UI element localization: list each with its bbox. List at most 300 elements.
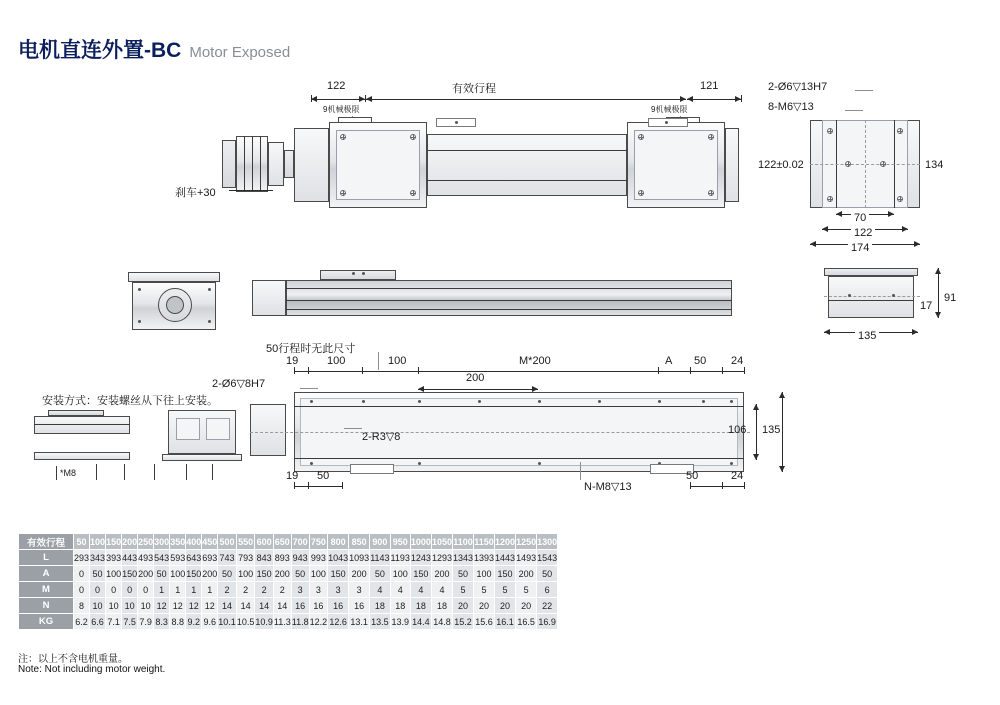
limit-label-right: 9机械极限 <box>651 105 688 114</box>
cell-kg-18: 13.9 <box>390 614 410 630</box>
cell-n-15: 16 <box>328 598 349 614</box>
table-row-A <box>19 566 558 582</box>
front-carriage-top <box>320 270 396 280</box>
rail-cover-line-1 <box>427 150 627 151</box>
cell-stroke-11: 600 <box>255 534 274 550</box>
cell-stroke-9: 500 <box>218 534 237 550</box>
tick-b3 <box>342 482 343 489</box>
cell-m-22: 5 <box>474 582 495 598</box>
row-label-l: L <box>19 550 74 566</box>
cell-n-18: 18 <box>390 598 410 614</box>
cell-l-8: 693 <box>202 550 218 566</box>
cell-m-24: 5 <box>516 582 537 598</box>
dim-line-24b <box>722 486 744 487</box>
cell-l-6: 593 <box>170 550 186 566</box>
row-label-kg: KG <box>19 614 74 630</box>
dim-label-24-top: 24 <box>731 355 744 367</box>
cell-n-24: 20 <box>516 598 537 614</box>
cell-kg-16: 13.1 <box>349 614 370 630</box>
hole-dot <box>730 462 733 465</box>
cell-m-25: 6 <box>537 582 558 598</box>
rail-cover-line-2 <box>427 180 627 181</box>
screw-icon <box>897 128 903 134</box>
screw-icon <box>880 161 886 167</box>
cell-l-9: 743 <box>218 550 237 566</box>
cell-a-21: 50 <box>452 566 473 582</box>
front-rail-body <box>286 280 732 316</box>
hole-note-1: 2-Ø6▽13H7 <box>768 81 828 93</box>
cell-a-18: 100 <box>390 566 410 582</box>
hole-dot <box>538 462 541 465</box>
cell-n-1: 10 <box>90 598 106 614</box>
cell-l-4: 493 <box>138 550 154 566</box>
cell-a-10: 100 <box>236 566 255 582</box>
cell-stroke-17: 900 <box>370 534 390 550</box>
dim-label-91: 91 <box>944 292 957 304</box>
arrow-right-122b <box>902 226 908 232</box>
cell-a-8: 200 <box>202 566 218 582</box>
tick-121-right <box>741 95 742 102</box>
cell-n-21: 20 <box>452 598 473 614</box>
bolt-line-4 <box>154 464 155 480</box>
motor-line-1 <box>244 136 245 192</box>
bottom-line-1 <box>294 406 744 407</box>
tick-a3 <box>362 367 363 374</box>
cell-stroke-22: 1150 <box>474 534 495 550</box>
dim-label-134: 134 <box>925 159 944 171</box>
hole-dot <box>208 288 211 291</box>
front-rail-line-2 <box>286 300 732 301</box>
cell-kg-1: 6.6 <box>90 614 106 630</box>
cell-l-7: 643 <box>186 550 202 566</box>
cell-m-4: 0 <box>138 582 154 598</box>
cell-kg-24: 16.5 <box>516 614 537 630</box>
cell-n-9: 14 <box>218 598 237 614</box>
cell-a-22: 100 <box>474 566 495 582</box>
brake-leader <box>229 190 273 191</box>
tick-a1 <box>294 367 295 374</box>
cell-kg-2: 7.1 <box>106 614 122 630</box>
cell-kg-19: 14.4 <box>410 614 431 630</box>
cell-m-6: 1 <box>170 582 186 598</box>
hole-note-6-8h7: 2-Ø6▽8H7 <box>212 378 266 390</box>
cell-l-12: 893 <box>273 550 291 566</box>
cell-a-16: 200 <box>349 566 370 582</box>
cell-m-21: 5 <box>452 582 473 598</box>
arrow-left-121 <box>687 96 693 102</box>
leader-n-m8 <box>580 462 581 480</box>
bolt-line-6 <box>212 464 213 480</box>
dim-label-121-top: 121 <box>700 80 719 92</box>
bottom-slot-left <box>350 464 394 474</box>
cell-stroke-12: 650 <box>273 534 291 550</box>
cell-n-13: 16 <box>291 598 309 614</box>
front-motor-top <box>128 272 220 282</box>
hole-dot <box>455 121 458 124</box>
page-title-cn: 电机直连外置-BC <box>18 39 182 62</box>
arrow-right-70 <box>888 211 894 217</box>
bolt-line-3 <box>124 464 125 480</box>
tick-b1 <box>294 482 295 489</box>
cell-stroke-2: 150 <box>106 534 122 550</box>
hole-dot <box>478 400 481 403</box>
bolt-line-2 <box>96 464 97 480</box>
bolt-line-5 <box>186 464 187 480</box>
tick-a7 <box>722 367 723 374</box>
motor-shaft-inner <box>166 296 184 314</box>
side-line <box>828 300 914 301</box>
leader-hole-2 <box>845 110 863 111</box>
cell-n-7: 12 <box>186 598 202 614</box>
cell-l-20: 1293 <box>431 550 452 566</box>
cell-stroke-15: 800 <box>328 534 349 550</box>
arrow-down-135 <box>779 466 785 472</box>
cell-m-20: 4 <box>431 582 452 598</box>
cell-stroke-24: 1250 <box>516 534 537 550</box>
cell-l-21: 1343 <box>452 550 473 566</box>
hole-dot <box>892 294 895 297</box>
hole-dot <box>702 400 705 403</box>
dim-label-50-bottom: 50 <box>317 470 330 482</box>
cell-stroke-25: 1300 <box>537 534 558 550</box>
cell-l-1: 343 <box>90 550 106 566</box>
page-title-en: Motor Exposed <box>189 44 291 61</box>
dim-label-a: A <box>665 355 673 367</box>
cell-l-11: 843 <box>255 550 274 566</box>
front-rail-line-1 <box>286 288 732 289</box>
dim-label-70: 70 <box>851 212 869 224</box>
cell-stroke-18: 950 <box>390 534 410 550</box>
cell-m-0: 0 <box>74 582 90 598</box>
cell-kg-20: 14.8 <box>431 614 452 630</box>
cell-m-3: 0 <box>122 582 138 598</box>
cell-l-18: 1193 <box>390 550 410 566</box>
cell-l-10: 793 <box>236 550 255 566</box>
install-hole-left <box>176 418 200 440</box>
cell-stroke-23: 1200 <box>495 534 516 550</box>
screw-icon <box>340 190 346 196</box>
cell-stroke-7: 400 <box>186 534 202 550</box>
arrow-right-135s <box>912 329 918 335</box>
install-front-base <box>162 454 242 461</box>
cell-m-7: 1 <box>186 582 202 598</box>
cell-kg-7: 9.2 <box>186 614 202 630</box>
cell-stroke-1: 100 <box>90 534 106 550</box>
tick-a8 <box>744 367 745 374</box>
cell-m-2: 0 <box>106 582 122 598</box>
cell-a-1: 50 <box>90 566 106 582</box>
cell-a-0: 0 <box>74 566 90 582</box>
cell-m-14: 3 <box>309 582 328 598</box>
cell-kg-10: 10.5 <box>236 614 255 630</box>
hole-dot <box>310 400 313 403</box>
cell-n-10: 14 <box>236 598 255 614</box>
cell-l-24: 1493 <box>516 550 537 566</box>
tick-b4 <box>690 482 691 489</box>
tick-122-left <box>311 95 312 102</box>
table-row-stroke <box>19 534 558 550</box>
cell-kg-8: 9.6 <box>202 614 218 630</box>
cell-n-5: 12 <box>154 598 170 614</box>
cell-kg-22: 15.6 <box>474 614 495 630</box>
cell-stroke-10: 550 <box>236 534 255 550</box>
side-centerline <box>824 296 920 297</box>
dim-label-17: 17 <box>920 300 933 312</box>
dim-line-122 <box>311 99 365 100</box>
limit-label-left: 9机械极限 <box>323 105 360 114</box>
cell-a-6: 100 <box>170 566 186 582</box>
arrow-left-stroke <box>366 96 372 102</box>
tick-a4 <box>418 367 419 374</box>
screw-icon <box>638 134 644 140</box>
coupling-housing <box>284 150 294 178</box>
carriage-left-plate <box>336 130 420 200</box>
dim-line-m200 <box>418 371 658 372</box>
cell-l-19: 1243 <box>410 550 431 566</box>
cell-a-17: 50 <box>370 566 390 582</box>
cell-stroke-16: 850 <box>349 534 370 550</box>
cell-a-20: 200 <box>431 566 452 582</box>
dim-label-m200: M*200 <box>519 355 551 367</box>
dim-label-100-b: 100 <box>388 355 407 367</box>
cell-kg-21: 15.2 <box>452 614 473 630</box>
motor-cap <box>222 140 236 188</box>
screw-icon <box>410 134 416 140</box>
screw-icon <box>708 134 714 140</box>
cell-m-8: 1 <box>202 582 218 598</box>
cell-kg-4: 7.9 <box>138 614 154 630</box>
arrow-right-stroke <box>680 96 686 102</box>
dim-label-50-top: 50 <box>694 355 707 367</box>
end-centerline-h <box>810 164 920 165</box>
cell-kg-12: 11.3 <box>273 614 291 630</box>
screw-icon <box>827 196 833 202</box>
cell-n-22: 20 <box>474 598 495 614</box>
dim-label-174: 174 <box>848 242 872 254</box>
motor-line-2 <box>252 136 253 192</box>
arrow-left-135s <box>824 329 830 335</box>
cell-n-20: 18 <box>431 598 452 614</box>
cell-m-18: 4 <box>390 582 410 598</box>
row-label-n: N <box>19 598 74 614</box>
hole-dot <box>848 294 851 297</box>
cell-m-9: 2 <box>218 582 237 598</box>
hole-dot <box>352 272 355 275</box>
hole-dot <box>208 320 211 323</box>
bottom-line-2 <box>294 458 744 459</box>
note-50-stroke: 50行程时无此尺寸 <box>266 343 356 355</box>
dim-line-200 <box>418 389 538 390</box>
cell-n-3: 10 <box>122 598 138 614</box>
hole-dot <box>138 288 141 291</box>
leader-hole-6 <box>300 388 318 389</box>
cell-n-23: 20 <box>495 598 516 614</box>
arrow-up-106 <box>753 404 759 410</box>
dim-label-122-tol: 122±0.02 <box>758 159 804 171</box>
row-label-a: A <box>19 566 74 582</box>
cell-n-25: 22 <box>537 598 558 614</box>
cell-kg-3: 7.5 <box>122 614 138 630</box>
tick-b5 <box>722 482 723 489</box>
cell-kg-6: 8.8 <box>170 614 186 630</box>
bolt-line-1 <box>56 466 57 480</box>
cell-l-25: 1543 <box>537 550 558 566</box>
note-cn: 注：以上不含电机重量。 <box>18 654 128 665</box>
head-block <box>294 128 329 202</box>
screw-icon <box>897 196 903 202</box>
table-row-N <box>19 598 558 614</box>
tick-a5 <box>658 367 659 374</box>
arrow-left-174 <box>810 241 816 247</box>
dim-label-effective-stroke: 有效行程 <box>452 83 496 95</box>
hole-dot <box>730 400 733 403</box>
cell-n-4: 10 <box>138 598 154 614</box>
cell-n-19: 18 <box>410 598 431 614</box>
cell-l-17: 1143 <box>370 550 390 566</box>
cell-a-7: 150 <box>186 566 202 582</box>
cell-l-14: 993 <box>309 550 328 566</box>
hole-dot <box>362 272 365 275</box>
carriage-right-plate <box>634 130 718 200</box>
arrow-down-91 <box>935 312 941 318</box>
screw-icon <box>827 128 833 134</box>
cell-a-12: 200 <box>273 566 291 582</box>
dim-line-50c <box>690 486 722 487</box>
cell-n-2: 10 <box>106 598 122 614</box>
spec-table <box>18 533 558 630</box>
dim-line-24a <box>722 371 744 372</box>
cell-a-9: 50 <box>218 566 237 582</box>
hole-dot <box>538 400 541 403</box>
dim-label-122b: 122 <box>851 227 875 239</box>
cell-a-24: 200 <box>516 566 537 582</box>
screw-icon <box>340 134 346 140</box>
brake-label: 刹车+30 <box>175 187 216 199</box>
dim-line-135 <box>782 392 783 472</box>
screw-icon <box>708 190 714 196</box>
cell-n-17: 18 <box>370 598 390 614</box>
cell-m-12: 2 <box>273 582 291 598</box>
cell-kg-5: 8.3 <box>154 614 170 630</box>
tick-b2 <box>308 482 309 489</box>
side-top-plate <box>824 268 918 276</box>
arrow-left-70 <box>836 211 842 217</box>
cell-a-13: 50 <box>291 566 309 582</box>
install-rail-line <box>34 424 130 425</box>
dim-label-122-top: 122 <box>327 80 346 92</box>
cell-m-5: 1 <box>154 582 170 598</box>
table-row-M <box>19 582 558 598</box>
n-m8-note: N-M8▽13 <box>584 481 632 493</box>
cell-m-17: 4 <box>370 582 390 598</box>
dim-line-50a <box>690 371 722 372</box>
cell-m-16: 3 <box>349 582 370 598</box>
table-row-KG <box>19 614 558 630</box>
bottom-endblock-left <box>250 404 286 456</box>
dim-label-135: 135 <box>762 424 781 436</box>
arrow-left-122b <box>822 226 828 232</box>
cell-stroke-14: 750 <box>309 534 328 550</box>
cell-kg-13: 11.8 <box>291 614 309 630</box>
hole-note-2: 8-M6▽13 <box>768 101 814 113</box>
hole-dot <box>665 121 668 124</box>
cell-n-14: 16 <box>309 598 328 614</box>
cell-n-0: 8 <box>74 598 90 614</box>
dim-line-a <box>658 371 690 372</box>
screw-icon <box>410 190 416 196</box>
cell-stroke-3: 200 <box>122 534 138 550</box>
hole-dot <box>138 320 141 323</box>
cell-kg-0: 6.2 <box>74 614 90 630</box>
cell-kg-14: 12.2 <box>309 614 328 630</box>
cell-a-11: 150 <box>255 566 274 582</box>
cell-l-16: 1093 <box>349 550 370 566</box>
cell-l-3: 443 <box>122 550 138 566</box>
bottom-centerline <box>250 432 750 433</box>
cell-stroke-5: 300 <box>154 534 170 550</box>
cell-l-22: 1393 <box>474 550 495 566</box>
dim-line-stroke <box>366 99 686 100</box>
table-row-L <box>19 550 558 566</box>
cell-stroke-6: 350 <box>170 534 186 550</box>
dim-line-106 <box>756 404 757 460</box>
dim-label-50-right: 50 <box>686 470 699 482</box>
dim-line-100a <box>308 371 362 372</box>
cell-a-4: 200 <box>138 566 154 582</box>
tick-b6 <box>744 482 745 489</box>
cell-n-12: 14 <box>273 598 291 614</box>
dim-label-200: 200 <box>466 372 485 384</box>
cell-kg-11: 10.9 <box>255 614 274 630</box>
arrow-right-174 <box>914 241 920 247</box>
cell-m-1: 0 <box>90 582 106 598</box>
cell-m-11: 2 <box>255 582 274 598</box>
cell-a-15: 150 <box>328 566 349 582</box>
cell-kg-23: 16.1 <box>495 614 516 630</box>
dim-label-19-top: 19 <box>286 355 299 367</box>
dim-label-135-side: 135 <box>855 330 879 342</box>
screw-icon <box>845 161 851 167</box>
dim-label-19-bottom: 19 <box>286 470 299 482</box>
cell-stroke-13: 700 <box>291 534 309 550</box>
dim-line-100b <box>362 371 418 372</box>
cell-a-25: 50 <box>537 566 558 582</box>
hole-dot <box>310 462 313 465</box>
motor-line-3 <box>260 136 261 192</box>
cell-a-3: 150 <box>122 566 138 582</box>
cell-n-8: 12 <box>202 598 218 614</box>
cell-a-19: 150 <box>410 566 431 582</box>
cell-l-0: 293 <box>74 550 90 566</box>
side-body <box>828 276 914 318</box>
page-title <box>18 34 290 64</box>
cell-l-15: 1043 <box>328 550 349 566</box>
arrow-up-91 <box>935 268 941 274</box>
cell-a-14: 100 <box>309 566 328 582</box>
cell-kg-15: 12.6 <box>328 614 349 630</box>
cell-n-16: 16 <box>349 598 370 614</box>
cell-l-13: 943 <box>291 550 309 566</box>
install-hole-right <box>206 418 230 440</box>
tick-a6 <box>690 367 691 374</box>
cell-m-13: 3 <box>291 582 309 598</box>
cell-l-23: 1443 <box>495 550 516 566</box>
note-en: Note: Not including motor weight. <box>18 664 166 675</box>
dim-line-121 <box>687 99 741 100</box>
cell-stroke-20: 1050 <box>431 534 452 550</box>
cell-l-5: 543 <box>154 550 170 566</box>
cell-kg-9: 10.1 <box>218 614 237 630</box>
